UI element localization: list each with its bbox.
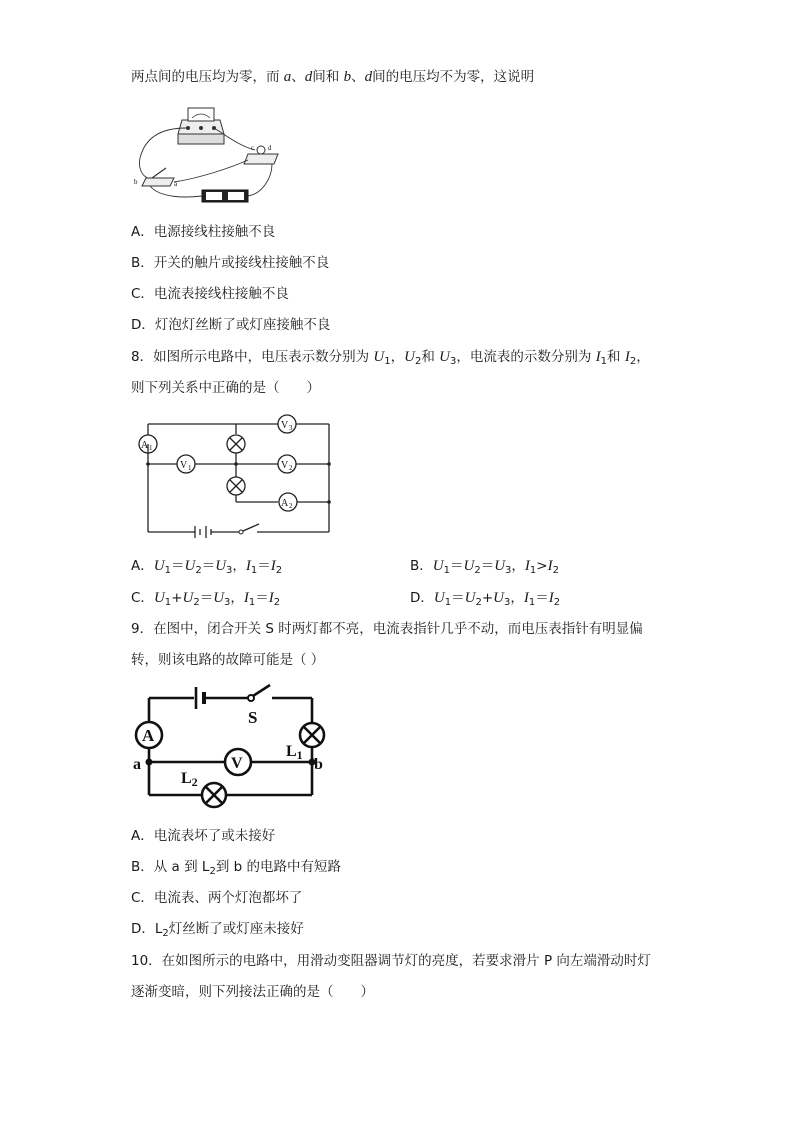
q8-option-d[interactable]: D．$U_1=U_2+U_3$，$I_1=I_2$ xyxy=(410,590,561,608)
q8-stem-line1: 8．如图所示电路中，电压表示数分别为 $U_1$，$U_2$和 $U_3$，电流表的示数分别为 $I_1$和 $I_2$， xyxy=(131,349,650,367)
q7-option-a[interactable]: A．电源接线柱接触不良 xyxy=(131,224,276,240)
q7-option-c[interactable]: C．电流表接线柱接触不良 xyxy=(131,286,289,302)
q9-node-b: b xyxy=(314,756,323,773)
q9-option-d[interactable]: D．$L_2$灯丝断了或灯座未接好 xyxy=(131,921,304,939)
q10-stem-line1: 10．在如图所示的电路中，用滑动变阻器调节灯的亮度，若要求滑片 P 向左端滑动时灯 xyxy=(131,953,651,969)
q9-circuit-diagram xyxy=(130,683,330,813)
q9-option-c[interactable]: C．电流表、两个灯泡都坏了 xyxy=(131,890,303,906)
q7-option-d[interactable]: D．灯泡灯丝断了或灯座接触不良 xyxy=(131,317,331,333)
q9-stem-line1: 9．在图中，闭合开关 S 时两灯都不亮，电流表指针几乎不动，而电压表指针有明显偏 xyxy=(131,621,643,637)
q8-circuit-diagram xyxy=(133,412,339,542)
q7-label-c: c xyxy=(251,144,255,152)
q8-option-b[interactable]: B．$U_1=U_2=U_3$，$I_1>I_2$ xyxy=(410,558,559,576)
q7-option-b[interactable]: B．开关的触片或接线柱接触不良 xyxy=(131,255,330,271)
q8-v3-label: V xyxy=(281,420,289,431)
q8-a2-label: A xyxy=(281,498,289,509)
q9-voltmeter-label: V xyxy=(231,755,243,772)
q8-v3-sub: 3 xyxy=(289,424,293,432)
q9-stem-line2: 转，则该电路的故障可能是（ ） xyxy=(131,652,325,668)
q7-label-a: a xyxy=(174,180,178,188)
q7-label-b: b xyxy=(134,178,138,186)
q8-stem-line2: 则下列关系中正确的是（ ） xyxy=(131,380,320,396)
q8-v1-label: V xyxy=(180,460,188,471)
q8-a1-label: A xyxy=(141,440,149,451)
q7-circuit-figure xyxy=(130,98,280,208)
q8-option-c[interactable]: C．$U_1+U_2=U_3$，$I_1=I_2$ xyxy=(131,590,281,608)
q9-ammeter-label: A xyxy=(142,726,155,745)
q9-option-b[interactable]: B．从 a 到 $L_2$到 b 的电路中有短路 xyxy=(131,859,341,877)
q8-v1-sub: 1 xyxy=(188,464,192,472)
q7-intro-line: 两点间的电压均为零，而 a、d间和 b、d间的电压均不为零，这说明 xyxy=(131,69,535,85)
q8-v2-label: V xyxy=(281,460,289,471)
q9-l2-label: L2 xyxy=(181,770,198,789)
q9-node-a: a xyxy=(133,756,141,773)
q10-stem-line2: 逐渐变暗，则下列接法正确的是（ ） xyxy=(131,984,374,1000)
q9-l1-label: L1 xyxy=(286,743,303,762)
q8-a2-sub: 2 xyxy=(289,502,293,510)
q8-v2-sub: 2 xyxy=(289,464,293,472)
q9-option-a[interactable]: A．电流表坏了或未接好 xyxy=(131,828,276,844)
q7-label-d: d xyxy=(268,144,272,152)
q8-option-a[interactable]: A．$U_1=U_2=U_3$，$I_1=I_2$ xyxy=(131,558,283,576)
q9-switch-label: S xyxy=(248,708,258,727)
q8-a1-sub: 1 xyxy=(149,444,153,452)
